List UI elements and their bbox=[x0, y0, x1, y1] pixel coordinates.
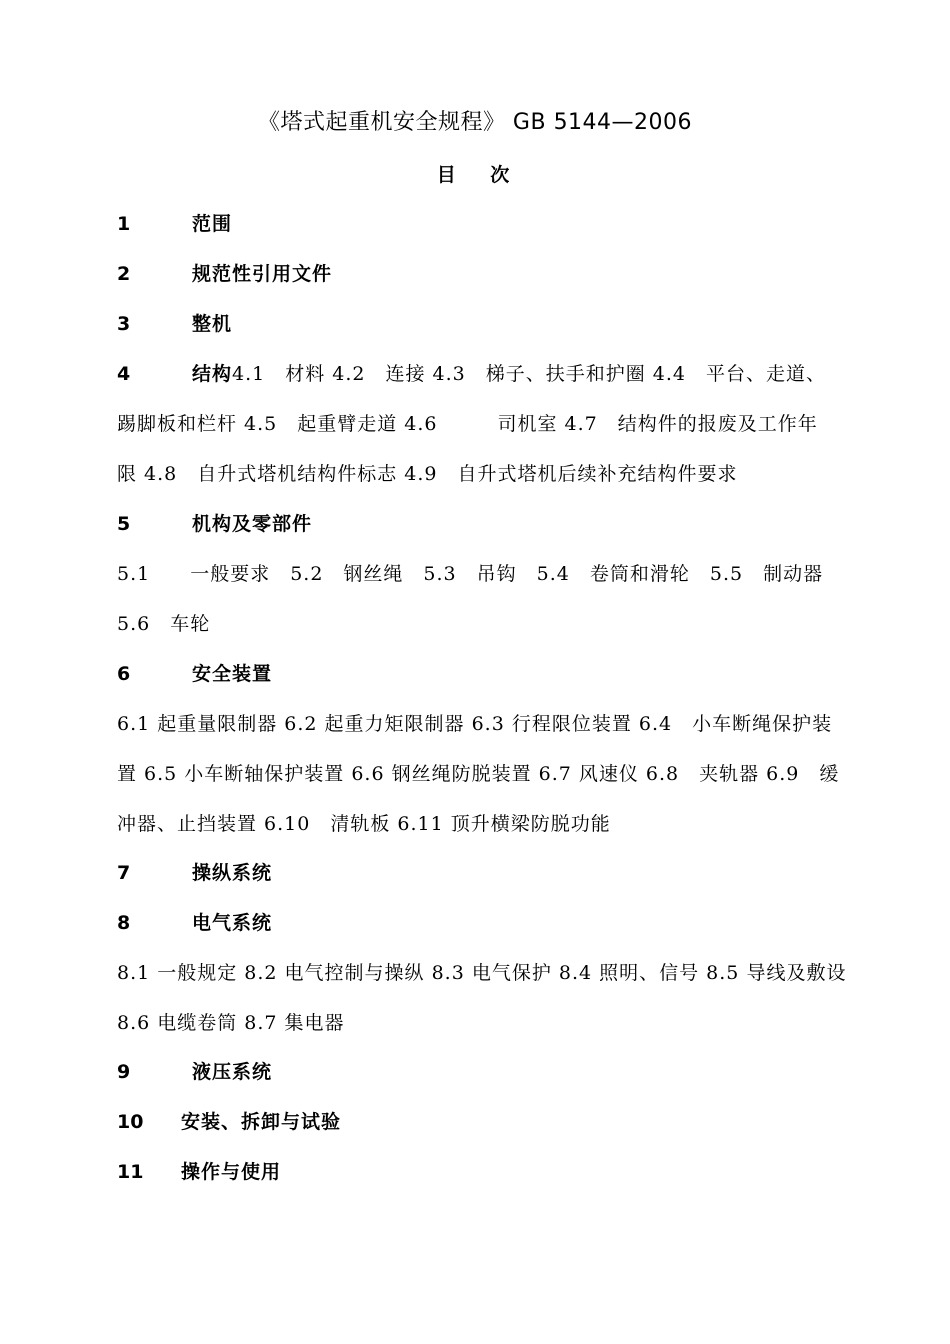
toc-number: 3 bbox=[117, 313, 131, 335]
toc-label: 液压系统 bbox=[192, 1061, 273, 1083]
toc-subsections-line: 冲器、止挡装置 6.10 清轨板 6.11 顶升横梁防脱功能 bbox=[117, 813, 611, 835]
toc-label: 安全装置 bbox=[192, 663, 273, 685]
toc-entry-11 bbox=[117, 1152, 837, 1192]
toc-label: 整机 bbox=[192, 313, 233, 335]
toc-label: 操作与使用 bbox=[181, 1161, 282, 1183]
toc-number: 4 bbox=[117, 363, 131, 385]
toc-number: 1 bbox=[117, 213, 131, 235]
toc-entry-8 bbox=[117, 903, 837, 943]
toc-number: 6 bbox=[117, 663, 131, 685]
toc-number: 5 bbox=[117, 513, 131, 535]
toc-number: 7 bbox=[117, 862, 131, 884]
toc-subsections-line: 踢脚板和栏杆 4.5 起重臂走道 4.6 司机室 4.7 结构件的报废及工作年 bbox=[117, 413, 818, 435]
toc-subsections: 4.1 材料 4.2 连接 4.3 梯子、扶手和护圈 4.4 平台、走道、 bbox=[232, 363, 827, 385]
toc-entry-6 bbox=[117, 654, 837, 694]
toc-entry-2 bbox=[117, 254, 837, 294]
toc-entry-3 bbox=[117, 304, 837, 344]
toc-number: 9 bbox=[117, 1061, 131, 1083]
toc-label: 操纵系统 bbox=[192, 862, 273, 884]
toc-subsections-line: 限 4.8 自升式塔机结构件标志 4.9 自升式塔机后续补充结构件要求 bbox=[117, 463, 738, 485]
toc-label: 电气系统 bbox=[192, 912, 273, 934]
toc-entry-1 bbox=[117, 204, 837, 244]
toc-entry-9 bbox=[117, 1052, 837, 1092]
toc-number: 10 bbox=[117, 1111, 144, 1133]
toc-subsections-line: 置 6.5 小车断轴保护装置 6.6 钢丝绳防脱装置 6.7 风速仪 6.8 夹轨器 6.9 缓 bbox=[117, 763, 840, 785]
toc-subsections-line: 8.6 电缆卷筒 8.7 集电器 bbox=[117, 1012, 345, 1034]
toc-label: 结构 bbox=[192, 363, 233, 385]
toc-label-with-subsections bbox=[192, 354, 826, 394]
toc-label: 规范性引用文件 bbox=[192, 263, 333, 285]
toc-number: 11 bbox=[117, 1161, 144, 1183]
toc-subsections-line: 5.6 车轮 bbox=[117, 613, 211, 635]
toc-subsections-line: 5.1 一般要求 5.2 钢丝绳 5.3 吊钩 5.4 卷筒和滑轮 5.5 制动器 bbox=[117, 563, 824, 585]
toc-entry-4 bbox=[117, 354, 837, 394]
toc-heading: 目 次 bbox=[436, 164, 524, 186]
toc-label: 范围 bbox=[192, 213, 233, 235]
toc-entry-7 bbox=[117, 853, 837, 893]
toc-number: 2 bbox=[117, 263, 131, 285]
toc-subsections-line: 8.1 一般规定 8.2 电气控制与操纵 8.3 电气保护 8.4 照明、信号 8.5 导线及敷设 bbox=[117, 962, 847, 984]
toc-label: 机构及零部件 bbox=[192, 513, 313, 535]
document-title: 《塔式起重机安全规程》 GB 5144—2006 bbox=[257, 110, 693, 135]
toc-subsections-line: 6.1 起重量限制器 6.2 起重力矩限制器 6.3 行程限位装置 6.4 小车断绳保护装 bbox=[117, 713, 833, 735]
toc-entry-10 bbox=[117, 1102, 837, 1142]
toc-entry-5 bbox=[117, 504, 837, 544]
toc-number: 8 bbox=[117, 912, 131, 934]
toc-label: 安装、拆卸与试验 bbox=[181, 1111, 342, 1133]
